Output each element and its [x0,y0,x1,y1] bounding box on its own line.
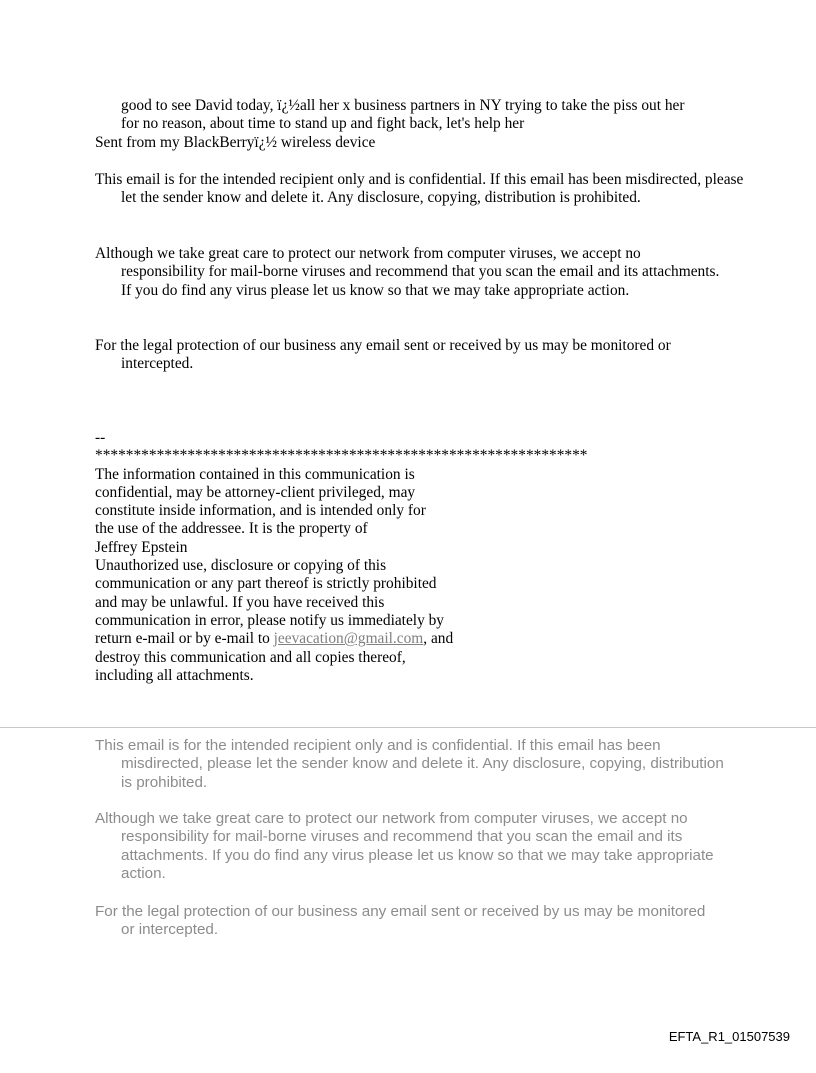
section-divider [0,727,816,728]
signature-block [95,429,595,685]
disclaimer-legal: For the legal protection of our business any email sent or received by us may be monitored or intercepted. [95,337,671,373]
document-id: EFTA_R1_01507539 [668,1029,790,1044]
signature-line-7: communication or any part thereof is strictly prohibited [95,575,437,593]
message-line-1: good to see David today, ï¿½all her x business partners in NY trying to take the piss out her [121,97,685,114]
signature-line-5: Jeffrey Epstein [95,538,188,556]
signature-line-12: including all attachments. [95,666,254,684]
signature-stars: **************************************************************** [95,447,588,465]
disclaimer-confidential: This email is for the intended recipient only and is confidential. If this email has been misdirected, please let the sender know and delete it. Any disclosure, copying, distribution is prohibited. [95,171,744,207]
signature-dashes: -- [95,429,106,446]
signature-line-1: The information contained in this communication is [95,465,415,483]
signature-line-3: constitute inside information, and is intended only for [95,502,426,520]
sent-from-line: Sent from my BlackBerryï¿½ wireless device [95,134,376,151]
signature-line-6: Unauthorized use, disclosure or copying of this [95,557,387,575]
disclaimer2-viruses: Although we take great care to protect our network from computer viruses, we accept no responsibility for mail-borne viruses and recommend that you scan the email and its attachments. If you do find any virus please let us know so that we may take appropriate action. [95,810,714,883]
signature-line-4: the use of the addressee. It is the property of [95,520,368,538]
signature-line-8: and may be unlawful. If you have received this [95,593,385,611]
email-link[interactable]: jeevacation@gmail.com [273,630,424,648]
signature-return-line [95,630,595,648]
signature-line-2: confidential, may be attorney-client privileged, may [95,483,416,501]
disclaimer2-legal: For the legal protection of our business any email sent or received by us may be monitored or intercepted. [95,903,706,939]
disclaimer2-confidential: This email is for the intended recipient only and is confidential. If this email has been misdirected, please let the sender know and delete it. Any disclosure, copying, distribution is prohibited. [95,737,724,791]
signature-line-9: communication in error, please notify us immediately by [95,611,445,629]
return-suffix: , and [423,630,454,648]
message-body [121,97,721,134]
signature-line-11: destroy this communication and all copies thereof, [95,648,406,666]
message-line-2: for no reason, about time to stand up and fight back, let's help her [121,115,525,133]
disclaimer-viruses: Although we take great care to protect our network from computer viruses, we accept no responsibility for mail-borne viruses and recommend that you scan the email and its attachments. If you do find any virus please let us know so that we may take appropriate action. [95,245,720,299]
return-prefix: return e-mail or by e-mail to [95,630,274,648]
